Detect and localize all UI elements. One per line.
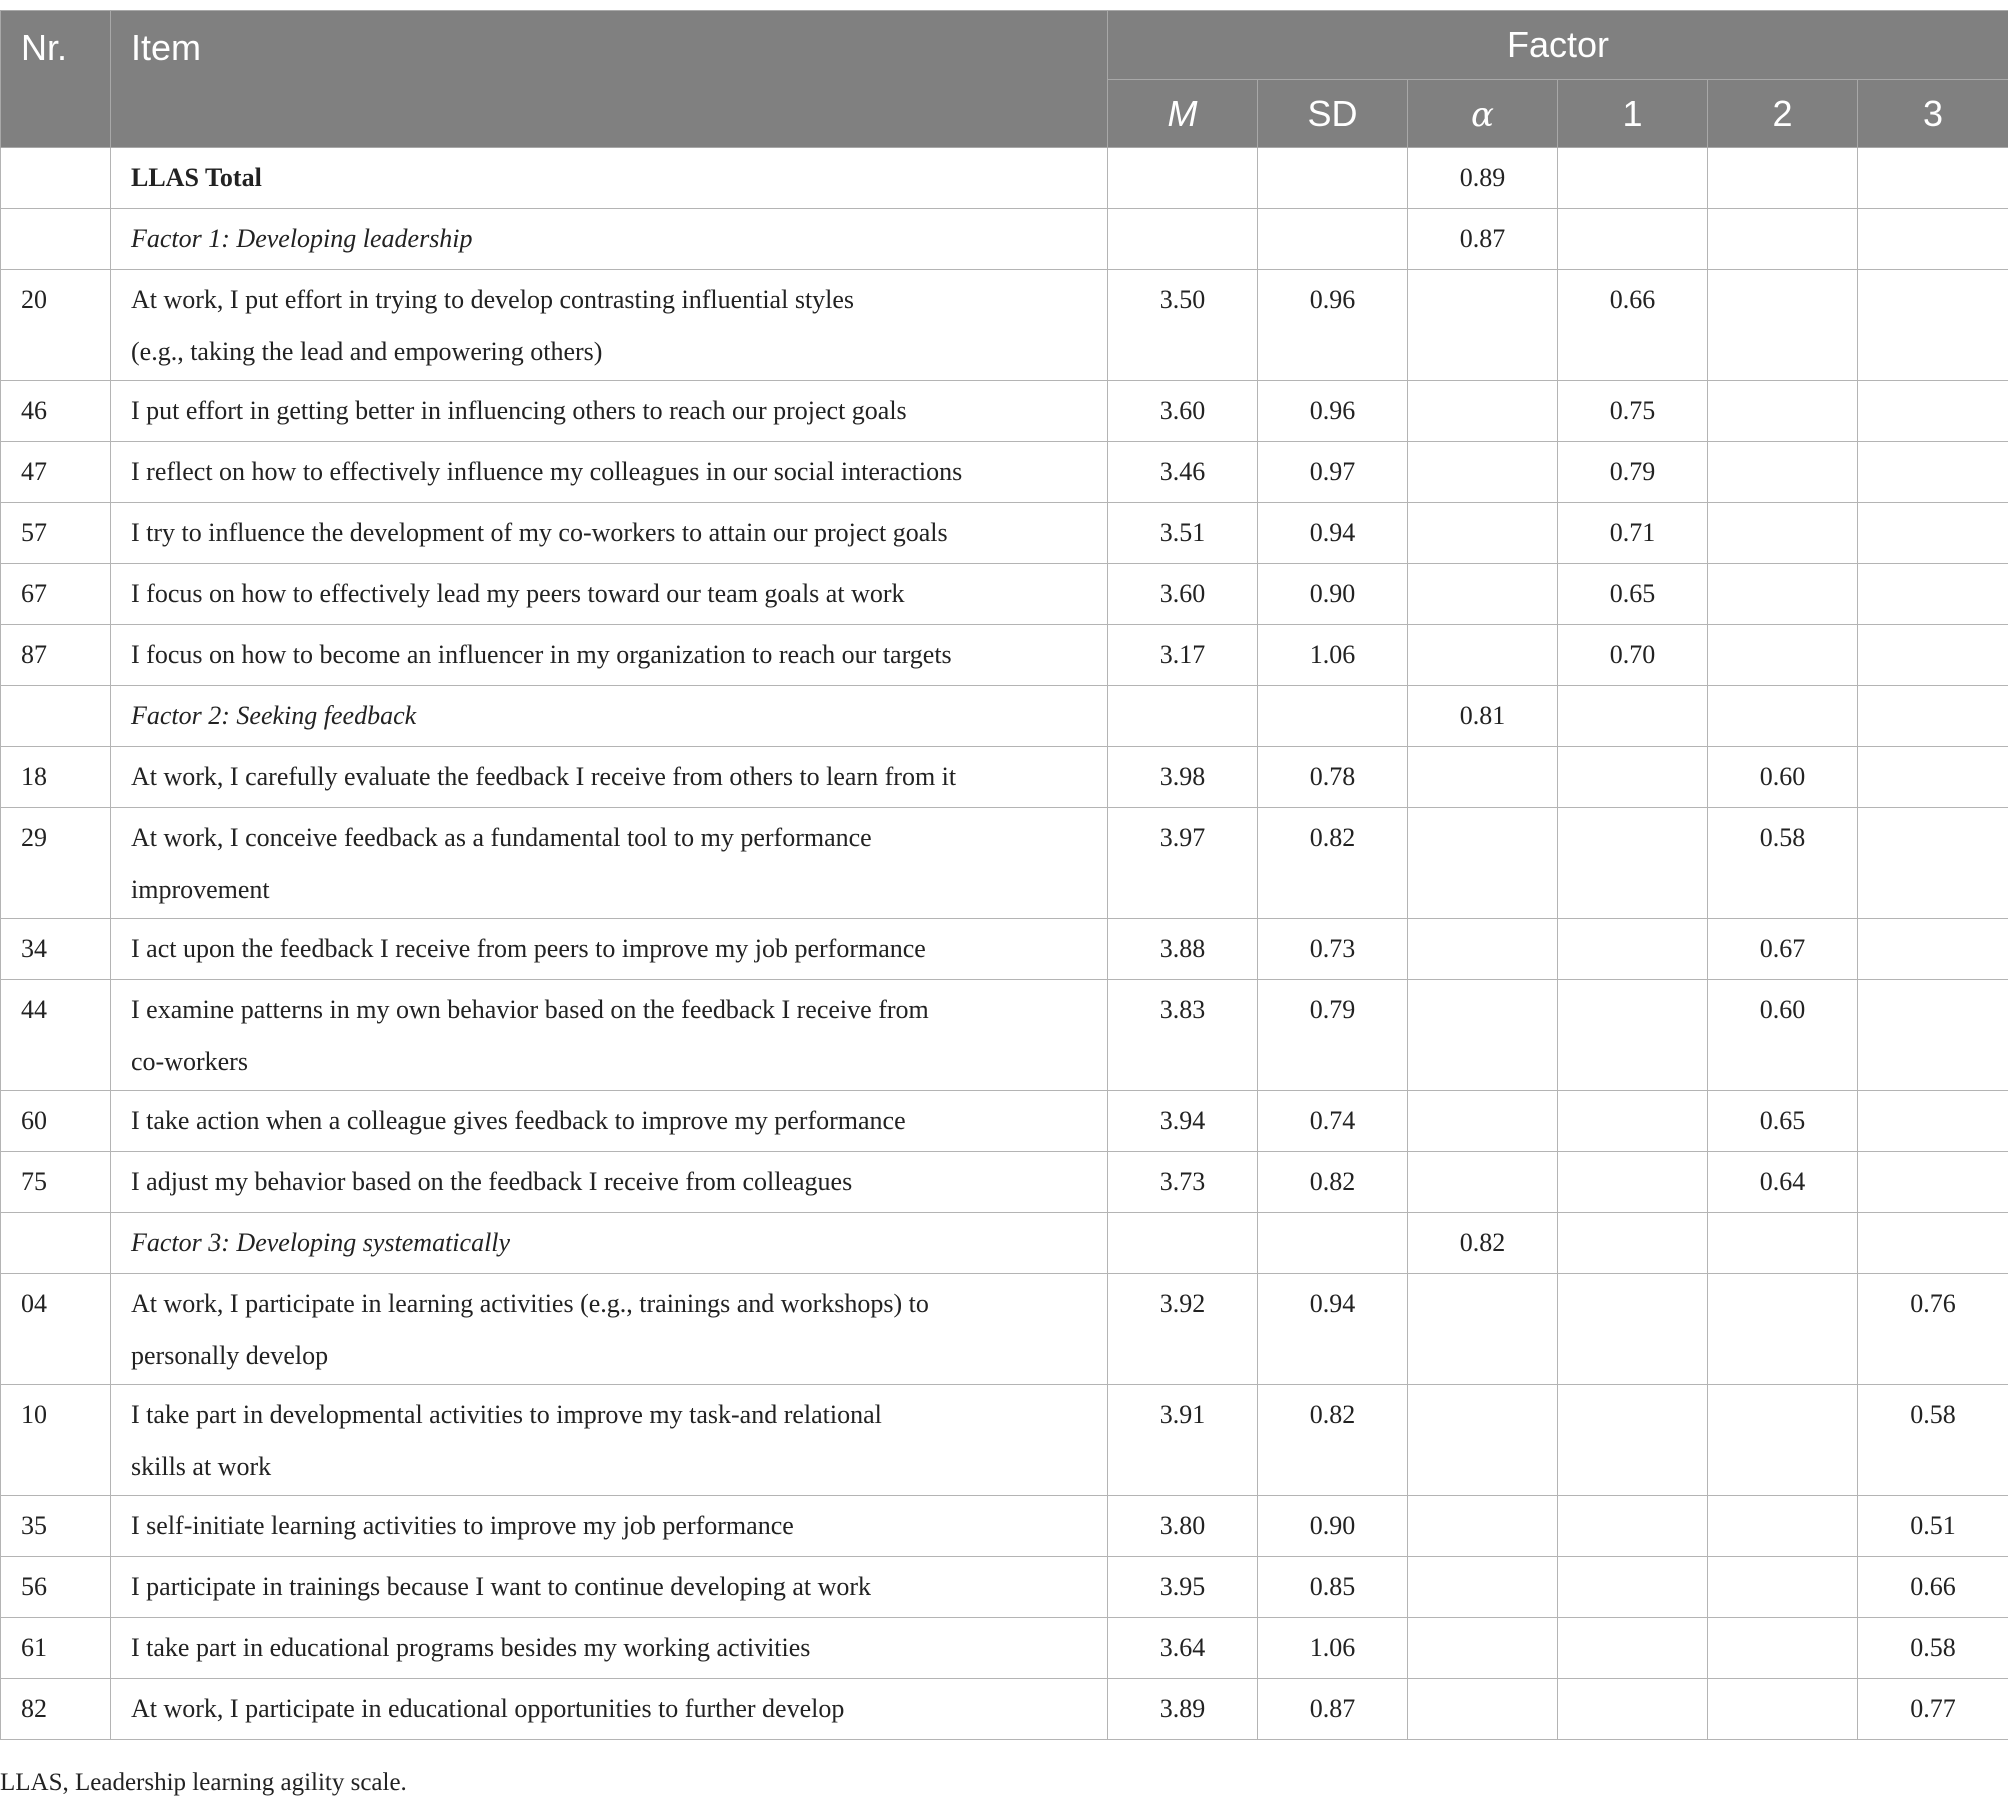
- factor-row: [1, 209, 2008, 270]
- table-row: [1, 1679, 2008, 1740]
- cell-item: I try to influence the development of my co-workers to attain our project goals: [111, 503, 1108, 564]
- cell-sd: 0.85: [1258, 1557, 1408, 1618]
- table-row: [1, 808, 2008, 919]
- cell-m: 3.17: [1108, 625, 1258, 686]
- table-row: [1, 1496, 2008, 1557]
- cell-nr: [1, 1213, 111, 1274]
- header-factor-3: 3: [1858, 80, 2008, 148]
- cell-factor-2: [1708, 625, 1858, 686]
- cell-factor-1: [1558, 747, 1708, 808]
- cell-factor-3: 0.51: [1858, 1496, 2008, 1557]
- cell-sd: 0.79: [1258, 980, 1408, 1091]
- cell-item: Factor 1: Developing leadership: [111, 209, 1108, 270]
- cell-alpha: [1408, 442, 1558, 503]
- cell-sd: [1258, 686, 1408, 747]
- cell-factor-3: 0.76: [1858, 1274, 2008, 1385]
- cell-sd: 0.78: [1258, 747, 1408, 808]
- cell-factor-1: [1558, 1496, 1708, 1557]
- cell-factor-2: 0.67: [1708, 919, 1858, 980]
- cell-factor-2: [1708, 1679, 1858, 1740]
- table-row: [1, 747, 2008, 808]
- cell-m: 3.60: [1108, 564, 1258, 625]
- cell-nr: 57: [1, 503, 111, 564]
- cell-alpha: [1408, 747, 1558, 808]
- cell-m: 3.73: [1108, 1152, 1258, 1213]
- cell-item: I act upon the feedback I receive from peers to improve my job performance: [111, 919, 1108, 980]
- item-line: At work, I participate in learning activities (e.g., trainings and workshops) to: [131, 1289, 929, 1318]
- cell-factor-1: [1558, 1557, 1708, 1618]
- table-header: [1, 11, 2008, 148]
- cell-nr: 87: [1, 625, 111, 686]
- cell-m: 3.92: [1108, 1274, 1258, 1385]
- cell-alpha: [1408, 1274, 1558, 1385]
- cell-alpha: [1408, 564, 1558, 625]
- cell-factor-1: [1558, 808, 1708, 919]
- cell-m: [1108, 1213, 1258, 1274]
- cell-factor-2: [1708, 209, 1858, 270]
- item-line: improvement: [131, 875, 270, 904]
- cell-item: I adjust my behavior based on the feedback I receive from colleagues: [111, 1152, 1108, 1213]
- cell-alpha: [1408, 381, 1558, 442]
- cell-item: I reflect on how to effectively influence my colleagues in our social interactions: [111, 442, 1108, 503]
- item-line: At work, I put effort in trying to develop contrasting influential styles: [131, 285, 855, 314]
- cell-nr: 04: [1, 1274, 111, 1385]
- cell-factor-3: [1858, 1091, 2008, 1152]
- table-wrapper: [0, 10, 2008, 1740]
- cell-sd: 0.90: [1258, 1496, 1408, 1557]
- cell-factor-2: [1708, 442, 1858, 503]
- cell-nr: 18: [1, 747, 111, 808]
- cell-item: I focus on how to effectively lead my peers toward our team goals at work: [111, 564, 1108, 625]
- item-line: personally develop: [131, 1341, 329, 1370]
- cell-m: 3.64: [1108, 1618, 1258, 1679]
- cell-factor-1: [1558, 1274, 1708, 1385]
- cell-factor-2: 0.65: [1708, 1091, 1858, 1152]
- cell-item: I take part in educational programs besides my working activities: [111, 1618, 1108, 1679]
- cell-alpha: 0.81: [1408, 686, 1558, 747]
- cell-alpha: [1408, 1091, 1558, 1152]
- alpha-symbol: α: [1471, 94, 1494, 135]
- table-row: [1, 980, 2008, 1091]
- cell-alpha: 0.82: [1408, 1213, 1558, 1274]
- cell-factor-1: [1558, 209, 1708, 270]
- total-row: [1, 148, 2008, 209]
- cell-item: [111, 270, 1108, 381]
- item-line: I take part in developmental activities to improve my task-and relational: [131, 1400, 882, 1429]
- cell-nr: 60: [1, 1091, 111, 1152]
- cell-m: 3.83: [1108, 980, 1258, 1091]
- cell-factor-1: [1558, 1213, 1708, 1274]
- cell-sd: 0.74: [1258, 1091, 1408, 1152]
- cell-sd: 0.82: [1258, 808, 1408, 919]
- header-alpha: [1408, 80, 1558, 148]
- cell-factor-2: [1708, 1557, 1858, 1618]
- cell-factor-1: [1558, 1091, 1708, 1152]
- cell-item: I put effort in getting better in influencing others to reach our project goals: [111, 381, 1108, 442]
- cell-alpha: [1408, 1496, 1558, 1557]
- cell-factor-2: 0.60: [1708, 980, 1858, 1091]
- cell-sd: [1258, 1213, 1408, 1274]
- cell-factor-3: [1858, 209, 2008, 270]
- cell-factor-1: [1558, 148, 1708, 209]
- table-row: [1, 381, 2008, 442]
- cell-alpha: [1408, 270, 1558, 381]
- cell-item: I self-initiate learning activities to improve my job performance: [111, 1496, 1108, 1557]
- item-line: I examine patterns in my own behavior based on the feedback I receive from: [131, 995, 929, 1024]
- cell-sd: 0.94: [1258, 503, 1408, 564]
- cell-item: At work, I participate in educational opportunities to further develop: [111, 1679, 1108, 1740]
- cell-sd: 0.87: [1258, 1679, 1408, 1740]
- cell-m: 3.88: [1108, 919, 1258, 980]
- cell-m: [1108, 209, 1258, 270]
- cell-nr: 56: [1, 1557, 111, 1618]
- cell-factor-1: 0.79: [1558, 442, 1708, 503]
- cell-nr: 75: [1, 1152, 111, 1213]
- factor-table: [0, 10, 2008, 1740]
- cell-factor-3: 0.66: [1858, 1557, 2008, 1618]
- cell-alpha: [1408, 1152, 1558, 1213]
- cell-m: 3.91: [1108, 1385, 1258, 1496]
- cell-factor-3: 0.58: [1858, 1618, 2008, 1679]
- cell-factor-1: [1558, 1679, 1708, 1740]
- header-nr: Nr.: [1, 11, 111, 148]
- cell-factor-3: [1858, 919, 2008, 980]
- cell-nr: 29: [1, 808, 111, 919]
- cell-alpha: [1408, 1618, 1558, 1679]
- cell-factor-1: 0.75: [1558, 381, 1708, 442]
- cell-m: 3.95: [1108, 1557, 1258, 1618]
- table-row: [1, 442, 2008, 503]
- cell-factor-1: 0.66: [1558, 270, 1708, 381]
- cell-sd: [1258, 148, 1408, 209]
- cell-m: [1108, 686, 1258, 747]
- cell-sd: 0.90: [1258, 564, 1408, 625]
- cell-m: 3.46: [1108, 442, 1258, 503]
- cell-factor-2: 0.64: [1708, 1152, 1858, 1213]
- header-factor-2: 2: [1708, 80, 1858, 148]
- cell-nr: 47: [1, 442, 111, 503]
- cell-factor-1: [1558, 919, 1708, 980]
- factor-row: [1, 1213, 2008, 1274]
- cell-sd: 0.94: [1258, 1274, 1408, 1385]
- cell-nr: 10: [1, 1385, 111, 1496]
- cell-sd: 0.82: [1258, 1385, 1408, 1496]
- cell-factor-3: [1858, 270, 2008, 381]
- cell-factor-3: [1858, 1213, 2008, 1274]
- table-row: [1, 1557, 2008, 1618]
- cell-factor-3: [1858, 980, 2008, 1091]
- cell-m: 3.80: [1108, 1496, 1258, 1557]
- table-footnote: LLAS, Leadership learning agility scale.: [0, 1769, 407, 1796]
- table-row: [1, 270, 2008, 381]
- cell-alpha: 0.87: [1408, 209, 1558, 270]
- cell-factor-3: [1858, 625, 2008, 686]
- cell-factor-3: 0.58: [1858, 1385, 2008, 1496]
- item-line: co-workers: [131, 1047, 248, 1076]
- cell-item: [111, 1274, 1108, 1385]
- table-row: [1, 1091, 2008, 1152]
- cell-factor-3: [1858, 747, 2008, 808]
- cell-item: Factor 3: Developing systematically: [111, 1213, 1108, 1274]
- cell-m: 3.60: [1108, 381, 1258, 442]
- cell-item: [111, 808, 1108, 919]
- cell-sd: 0.73: [1258, 919, 1408, 980]
- cell-item: I participate in trainings because I want to continue developing at work: [111, 1557, 1108, 1618]
- cell-item: I focus on how to become an influencer in my organization to reach our targets: [111, 625, 1108, 686]
- cell-alpha: [1408, 625, 1558, 686]
- cell-factor-2: [1708, 1496, 1858, 1557]
- cell-sd: 1.06: [1258, 1618, 1408, 1679]
- cell-item: LLAS Total: [111, 148, 1108, 209]
- factor-row: [1, 686, 2008, 747]
- cell-item: [111, 980, 1108, 1091]
- cell-nr: 34: [1, 919, 111, 980]
- cell-alpha: [1408, 503, 1558, 564]
- cell-alpha: [1408, 808, 1558, 919]
- cell-factor-3: [1858, 442, 2008, 503]
- item-line: skills at work: [131, 1452, 272, 1481]
- header-sd: SD: [1258, 80, 1408, 148]
- cell-alpha: [1408, 980, 1558, 1091]
- cell-nr: 46: [1, 381, 111, 442]
- cell-factor-3: [1858, 564, 2008, 625]
- cell-sd: 1.06: [1258, 625, 1408, 686]
- cell-item: At work, I carefully evaluate the feedback I receive from others to learn from it: [111, 747, 1108, 808]
- cell-factor-2: [1708, 148, 1858, 209]
- cell-nr: [1, 686, 111, 747]
- cell-alpha: [1408, 919, 1558, 980]
- cell-factor-1: 0.65: [1558, 564, 1708, 625]
- cell-factor-2: [1708, 503, 1858, 564]
- cell-factor-1: [1558, 686, 1708, 747]
- cell-factor-3: 0.77: [1858, 1679, 2008, 1740]
- table-row: [1, 1385, 2008, 1496]
- cell-m: 3.50: [1108, 270, 1258, 381]
- table-row: [1, 1618, 2008, 1679]
- cell-nr: 44: [1, 980, 111, 1091]
- cell-factor-3: [1858, 686, 2008, 747]
- item-line: (e.g., taking the lead and empowering others): [131, 337, 603, 366]
- table-row: [1, 503, 2008, 564]
- table-row: [1, 1274, 2008, 1385]
- cell-factor-2: [1708, 1385, 1858, 1496]
- header-factor-1: 1: [1558, 80, 1708, 148]
- cell-factor-2: [1708, 1274, 1858, 1385]
- cell-factor-2: [1708, 270, 1858, 381]
- cell-m: [1108, 148, 1258, 209]
- cell-nr: 35: [1, 1496, 111, 1557]
- cell-item: [111, 1385, 1108, 1496]
- cell-factor-1: [1558, 1618, 1708, 1679]
- cell-factor-1: [1558, 1385, 1708, 1496]
- cell-nr: 20: [1, 270, 111, 381]
- cell-sd: 0.96: [1258, 381, 1408, 442]
- cell-nr: 67: [1, 564, 111, 625]
- cell-alpha: 0.89: [1408, 148, 1558, 209]
- header-factor: Factor: [1108, 11, 2008, 80]
- cell-alpha: [1408, 1385, 1558, 1496]
- cell-item: Factor 2: Seeking feedback: [111, 686, 1108, 747]
- cell-factor-1: [1558, 980, 1708, 1091]
- cell-factor-2: [1708, 381, 1858, 442]
- cell-factor-1: 0.71: [1558, 503, 1708, 564]
- cell-alpha: [1408, 1557, 1558, 1618]
- cell-factor-2: [1708, 1618, 1858, 1679]
- cell-factor-3: [1858, 808, 2008, 919]
- cell-m: 3.98: [1108, 747, 1258, 808]
- cell-nr: 61: [1, 1618, 111, 1679]
- cell-sd: 0.82: [1258, 1152, 1408, 1213]
- cell-factor-2: 0.60: [1708, 747, 1858, 808]
- cell-sd: 0.96: [1258, 270, 1408, 381]
- cell-alpha: [1408, 1679, 1558, 1740]
- cell-m: 3.51: [1108, 503, 1258, 564]
- cell-factor-2: [1708, 686, 1858, 747]
- table-row: [1, 564, 2008, 625]
- cell-factor-2: [1708, 1213, 1858, 1274]
- cell-factor-2: [1708, 564, 1858, 625]
- table-row: [1, 1152, 2008, 1213]
- cell-factor-3: [1858, 381, 2008, 442]
- cell-factor-3: [1858, 503, 2008, 564]
- header-m: M: [1108, 80, 1258, 148]
- cell-sd: [1258, 209, 1408, 270]
- cell-factor-1: 0.70: [1558, 625, 1708, 686]
- cell-m: 3.89: [1108, 1679, 1258, 1740]
- cell-item: I take action when a colleague gives feedback to improve my performance: [111, 1091, 1108, 1152]
- cell-m: 3.97: [1108, 808, 1258, 919]
- cell-factor-3: [1858, 1152, 2008, 1213]
- item-line: At work, I conceive feedback as a fundamental tool to my performance: [131, 823, 872, 852]
- cell-factor-1: [1558, 1152, 1708, 1213]
- cell-m: 3.94: [1108, 1091, 1258, 1152]
- cell-factor-3: [1858, 148, 2008, 209]
- cell-nr: [1, 209, 111, 270]
- cell-nr: [1, 148, 111, 209]
- cell-nr: 82: [1, 1679, 111, 1740]
- table-row: [1, 625, 2008, 686]
- table-row: [1, 919, 2008, 980]
- header-item: Item: [111, 11, 1108, 148]
- cell-factor-2: 0.58: [1708, 808, 1858, 919]
- table-body: [1, 148, 2008, 1740]
- cell-sd: 0.97: [1258, 442, 1408, 503]
